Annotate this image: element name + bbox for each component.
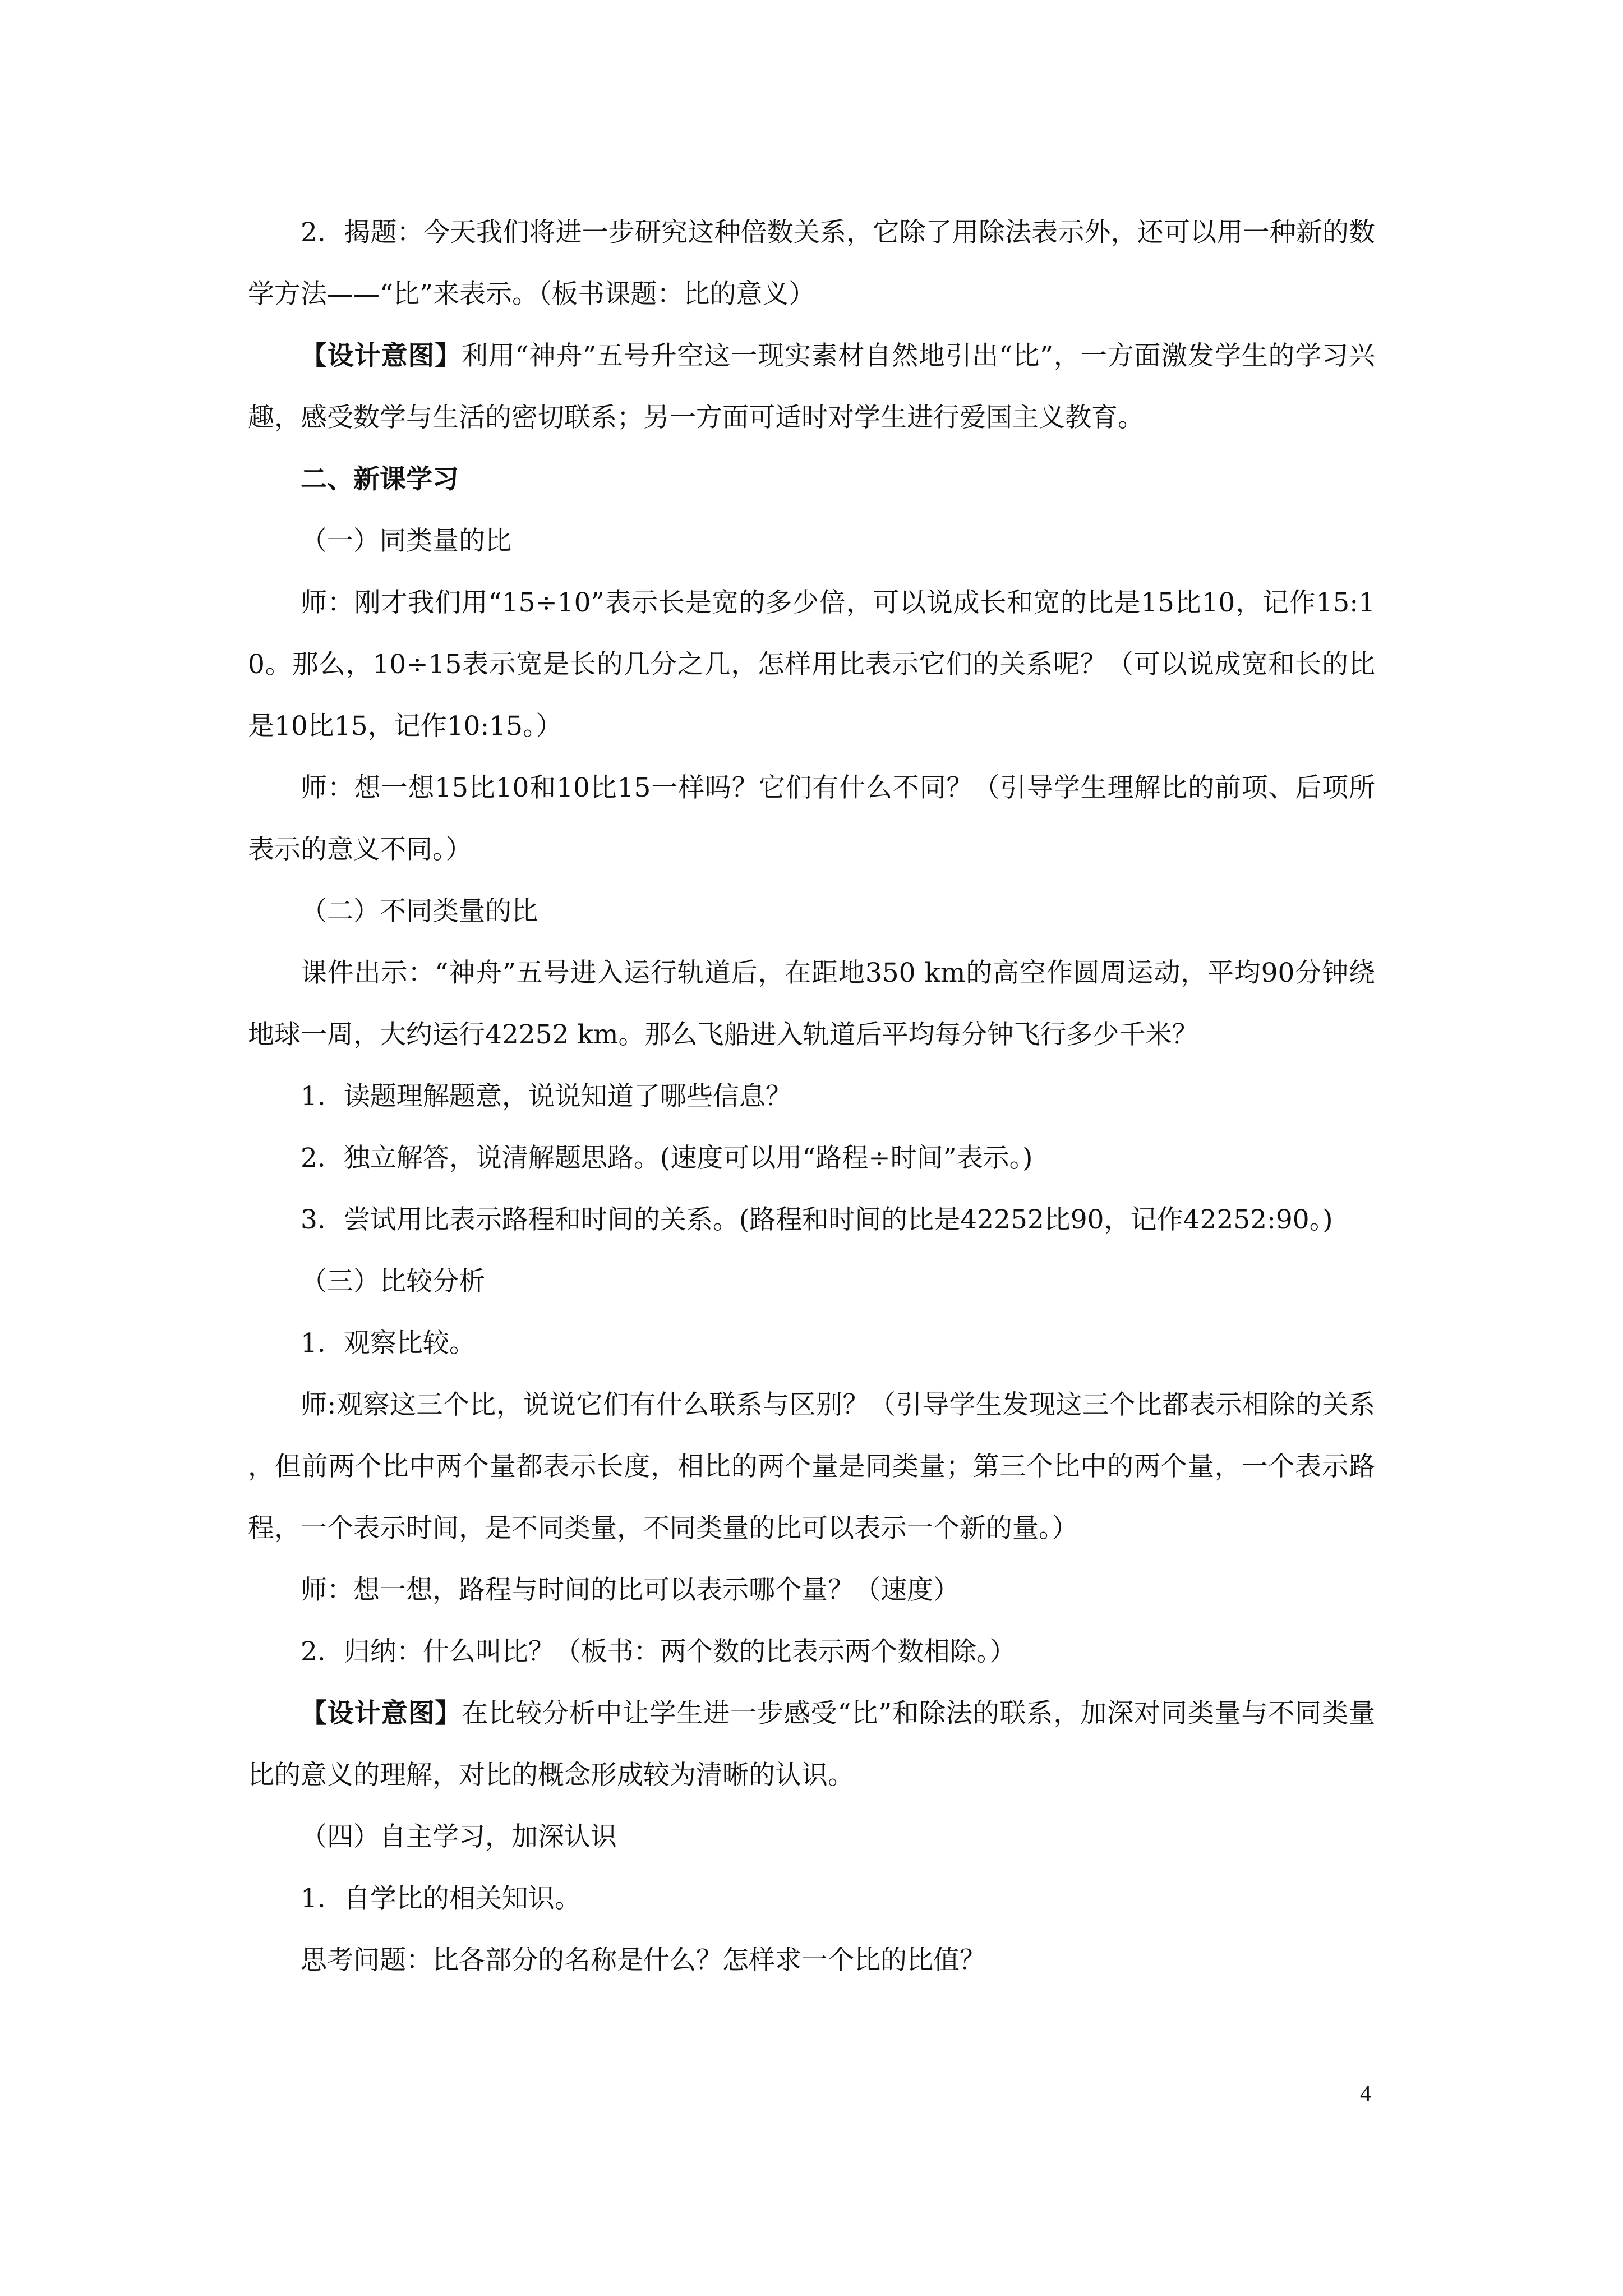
paragraph-think-question	[248, 1930, 1375, 1991]
subheading-compare-analyze	[248, 1251, 1375, 1313]
paragraph-text: 利用“神舟”五号升空这一现实素材自然地引出“比”，一方面激发学生的学习兴趣，感受数学与生活的密切联系；另一方面可适时对学生进行爱国主义教育。	[248, 341, 1376, 433]
paragraph-teacher-ratio-intro	[248, 572, 1375, 757]
paragraph-text: 师:观察这三个比，说说它们有什么联系与区别？（引导学生发现这三个比都表示相除的关系，但前两个比中两个量都表示长度，相比的两个量是同类量；第三个比中的两个量，一个表示路程，一个表示时间，是不同类量，不同类量的比可以表示一个新的量。）	[248, 1389, 1375, 1544]
paragraph-text: 3．尝试用比表示路程和时间的关系。(路程和时间的比是42252比90，记作42252:90。)	[301, 1204, 1333, 1235]
paragraph-design-intent-2	[248, 1683, 1375, 1806]
subheading-text: （二）不同类量的比	[301, 896, 538, 927]
paragraph-text: 1．读题理解题意，说说知道了哪些信息？	[301, 1081, 792, 1112]
paragraph-design-intent-1	[248, 325, 1375, 449]
paragraph-text: 2．独立解答，说清解题思路。(速度可以用“路程÷时间”表示。)	[301, 1143, 1033, 1174]
subheading-self-study	[248, 1806, 1375, 1868]
paragraph-courseware-problem	[248, 942, 1375, 1066]
subheading-text: （一）同类量的比	[301, 526, 511, 556]
list-item-read-problem	[248, 1066, 1375, 1128]
design-intent-tag: 【设计意图】	[301, 341, 462, 371]
paragraph-text: 1．观察比较。	[301, 1328, 476, 1359]
paragraph-text: 师：想一想15比10和10比15一样吗？它们有什么不同？（引导学生理解比的前项、后项所表示的意义不同。）	[248, 772, 1375, 865]
list-item-observe	[248, 1313, 1375, 1374]
subheading-different-type-ratio	[248, 881, 1375, 942]
list-item-self-study	[248, 1868, 1375, 1930]
section-heading-new-lesson	[248, 449, 1375, 510]
paragraph-teacher-compare	[248, 757, 1375, 881]
list-item-summarize	[248, 1621, 1375, 1683]
paragraph-teacher-observe	[248, 1374, 1375, 1559]
section-heading: 二、新课学习	[301, 464, 459, 495]
page-content	[248, 202, 1375, 1991]
paragraph-text: 师：刚才我们用“15÷10”表示长是宽的多少倍，可以说成长和宽的比是15比10，记作15:10。那么，10÷15表示宽是长的几分之几，怎样用比表示它们的关系呢？（可以说成宽和长的比是10比15，记作10:15。）	[248, 587, 1375, 742]
subheading-text: （三）比较分析	[301, 1266, 485, 1297]
page-number: 4	[1360, 2081, 1371, 2106]
paragraph-text: 1．自学比的相关知识。	[301, 1883, 581, 1914]
paragraph-text: 2．归纳：什么叫比？（板书：两个数的比表示两个数相除。）	[301, 1636, 1016, 1667]
paragraph-text: 在比较分析中让学生进一步感受“比”和除法的联系，加深对同类量与不同类量比的意义的理解，对比的概念形成较为清晰的认识。	[248, 1698, 1376, 1791]
paragraph-teacher-speed	[248, 1559, 1375, 1621]
paragraph-text: 2．揭题：今天我们将进一步研究这种倍数关系，它除了用除法表示外，还可以用一种新的数学方法——“比”来表示。（板书课题：比的意义）	[248, 217, 1375, 310]
paragraph-text: 思考问题：比各部分的名称是什么？怎样求一个比的比值？	[301, 1945, 986, 1976]
design-intent-tag: 【设计意图】	[301, 1698, 462, 1729]
paragraph-text: 课件出示：“神舟”五号进入运行轨道后，在距地350 km的高空作圆周运动，平均90分钟绕地球一周，大约运行42252 km。那么飞船进入轨道后平均每分钟飞行多少千米？	[248, 958, 1375, 1050]
list-item-try-ratio	[248, 1189, 1375, 1251]
list-item-solve	[248, 1128, 1375, 1189]
subheading-text: （四）自主学习，加深认识	[301, 1821, 617, 1852]
paragraph-topic-reveal	[248, 202, 1375, 325]
subheading-same-type-ratio	[248, 510, 1375, 572]
paragraph-text: 师：想一想，路程与时间的比可以表示哪个量？（速度）	[301, 1575, 960, 1605]
